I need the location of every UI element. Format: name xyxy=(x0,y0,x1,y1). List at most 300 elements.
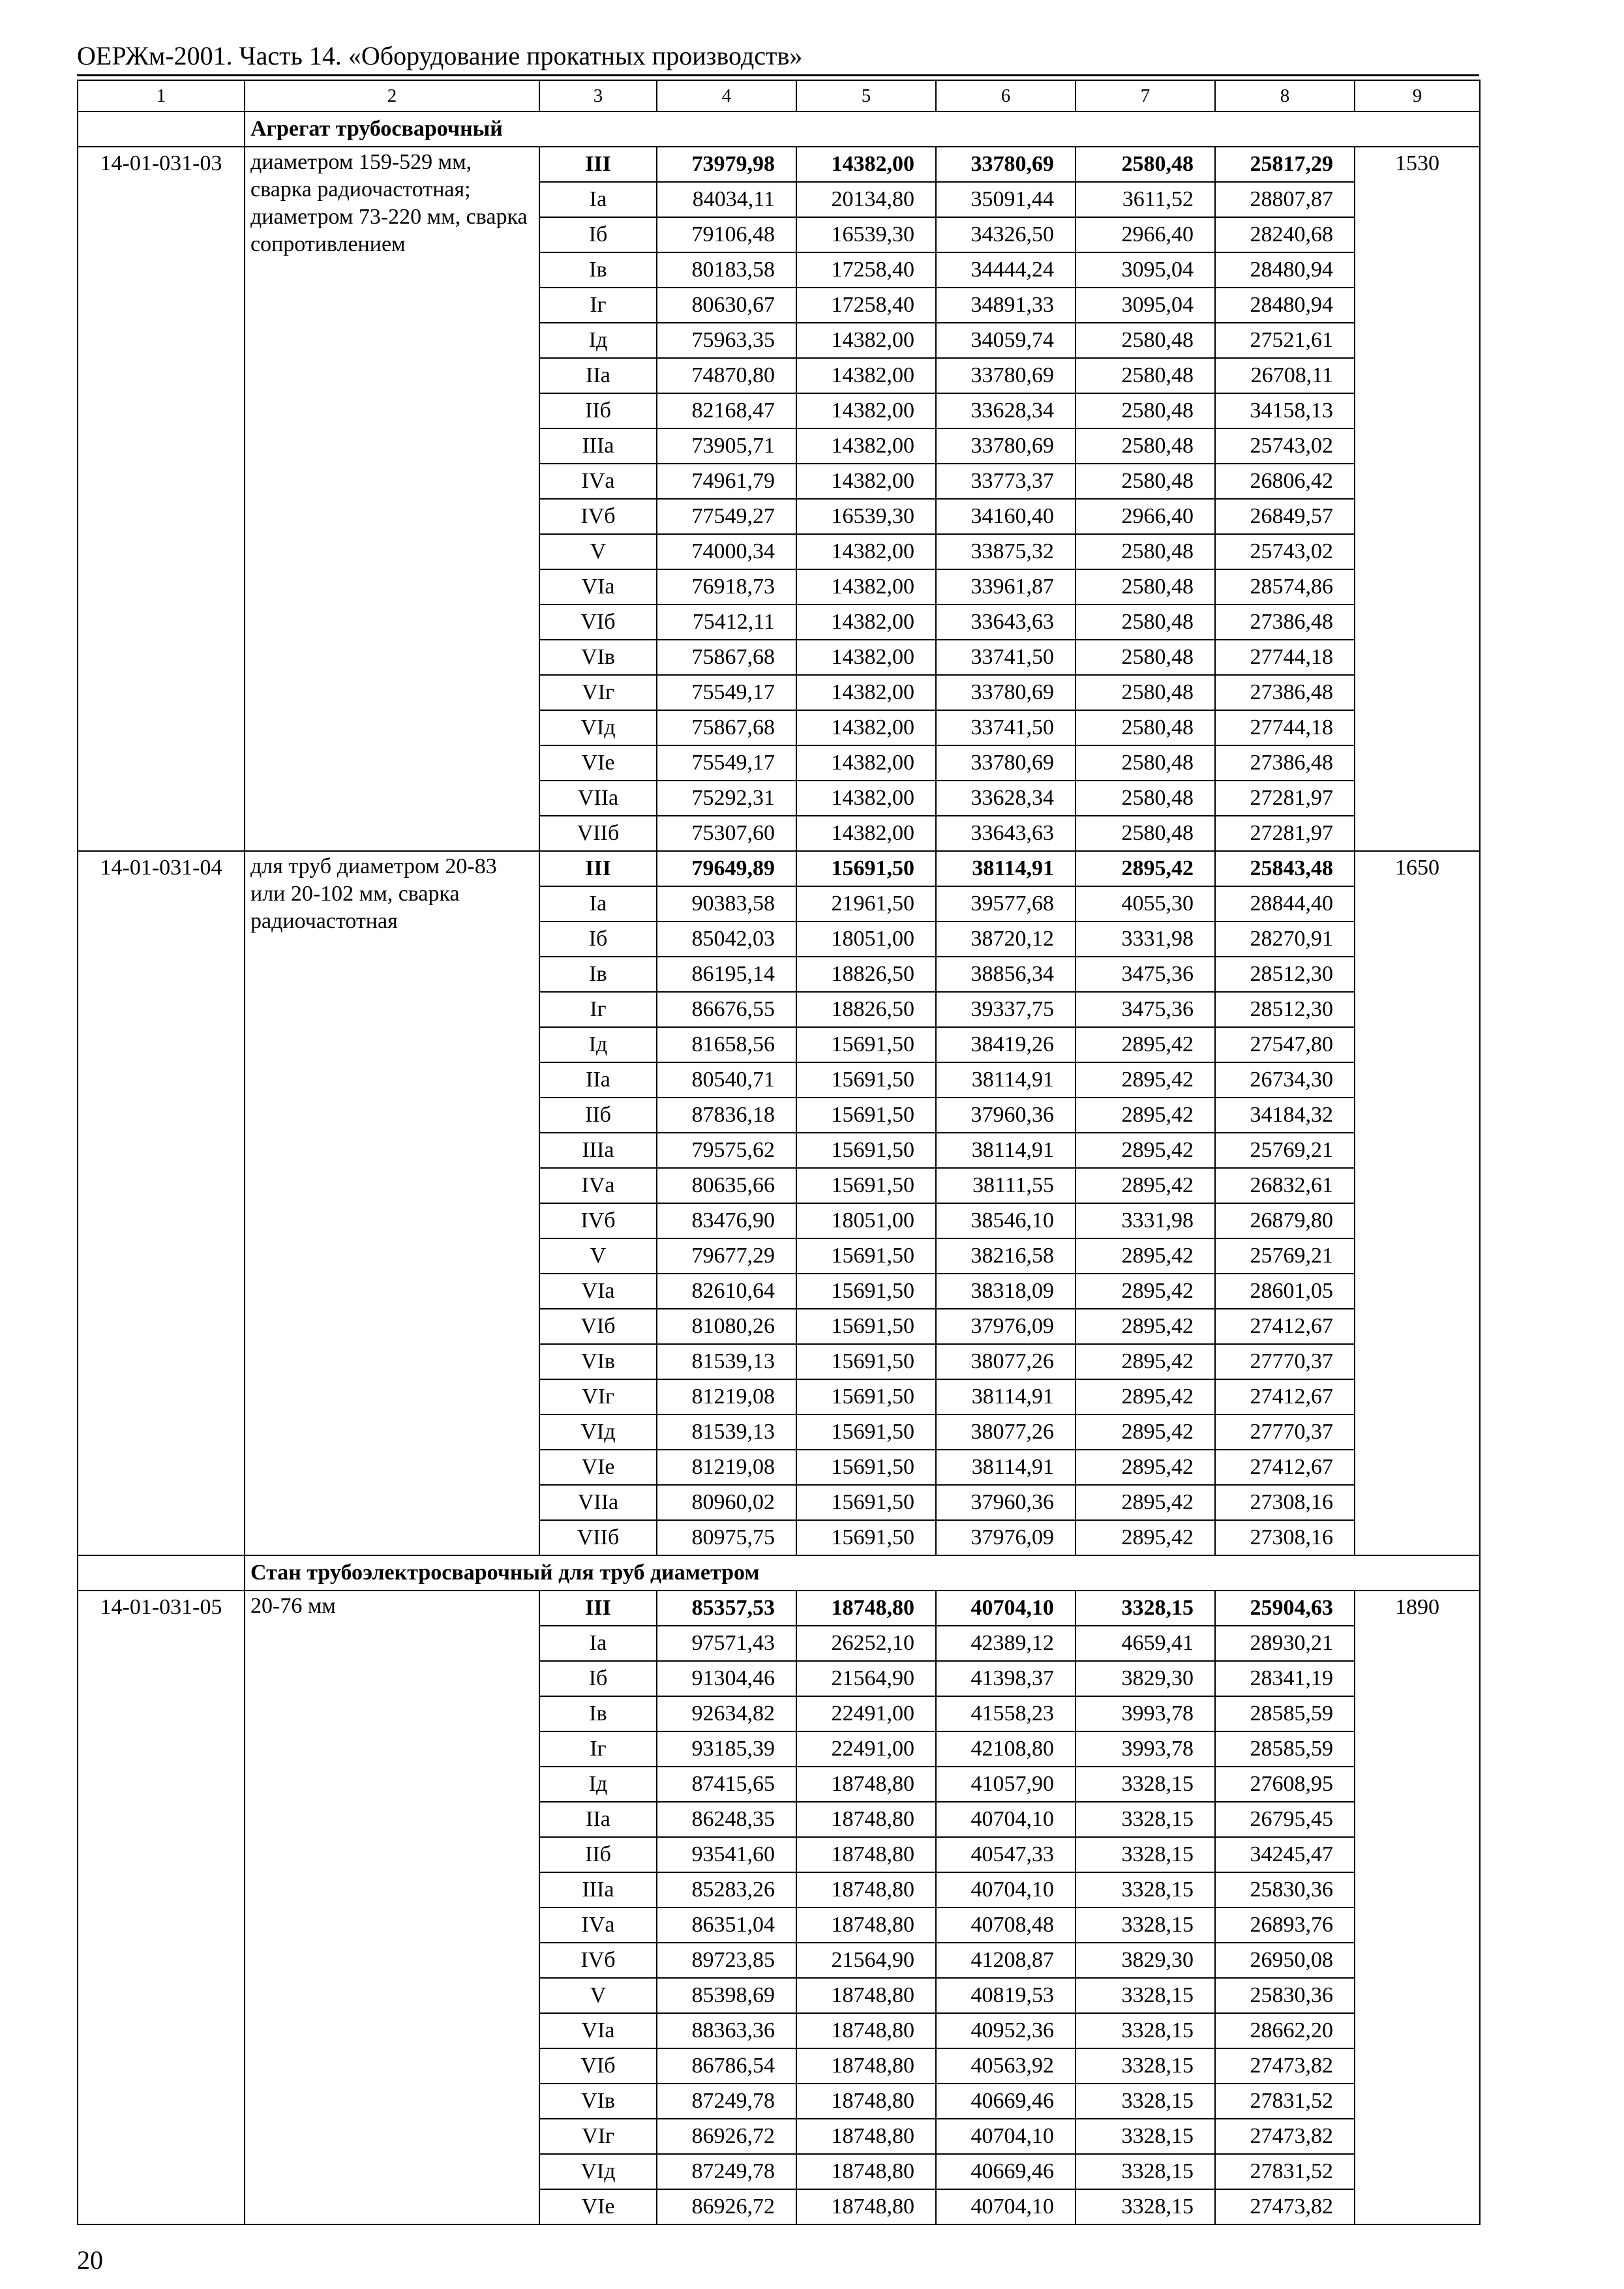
price-cell: 2895,42 xyxy=(1075,1098,1215,1133)
price-cell: 38856,34 xyxy=(936,957,1075,992)
price-cell: 2895,42 xyxy=(1075,1133,1215,1168)
price-cell: 15691,50 xyxy=(796,1450,936,1485)
price-cell: 14382,00 xyxy=(796,534,936,569)
price-cell: 2895,42 xyxy=(1075,1027,1215,1062)
price-cell: 37976,09 xyxy=(936,1309,1075,1344)
price-cell: 3095,04 xyxy=(1075,288,1215,323)
region-class: Iа xyxy=(539,182,657,217)
price-cell: 38216,58 xyxy=(936,1238,1075,1274)
region-class: VIд xyxy=(539,2154,657,2189)
price-cell: 22491,00 xyxy=(796,1696,936,1731)
region-class: IVб xyxy=(539,1943,657,1978)
price-cell: 41057,90 xyxy=(936,1767,1075,1802)
price-cell: 88363,36 xyxy=(657,2013,796,2048)
price-cell: 3993,78 xyxy=(1075,1731,1215,1767)
region-class: VIIа xyxy=(539,781,657,816)
price-cell: 3328,15 xyxy=(1075,1591,1215,1626)
price-cell: 35091,44 xyxy=(936,182,1075,217)
item-code: 14-01-031-03 xyxy=(78,147,245,851)
region-class: VIе xyxy=(539,745,657,781)
price-cell: 80975,75 xyxy=(657,1520,796,1555)
price-cell: 27308,16 xyxy=(1215,1485,1355,1520)
price-cell: 74961,79 xyxy=(657,464,796,499)
price-cell: 33741,50 xyxy=(936,640,1075,675)
price-cell: 42108,80 xyxy=(936,1731,1075,1767)
price-cell: 38318,09 xyxy=(936,1274,1075,1309)
price-cell: 84034,11 xyxy=(657,182,796,217)
price-cell: 28585,59 xyxy=(1215,1696,1355,1731)
price-cell: 38114,91 xyxy=(936,1133,1075,1168)
price-cell: 25830,36 xyxy=(1215,1872,1355,1908)
region-class: V xyxy=(539,1978,657,2013)
price-cell: 33741,50 xyxy=(936,710,1075,745)
price-cell: 18748,80 xyxy=(796,2189,936,2224)
price-cell: 38077,26 xyxy=(936,1344,1075,1379)
price-cell: 39337,75 xyxy=(936,992,1075,1027)
price-cell: 91304,46 xyxy=(657,1661,796,1696)
region-class: Iв xyxy=(539,252,657,288)
region-class: IIа xyxy=(539,1062,657,1098)
price-cell: 33875,32 xyxy=(936,534,1075,569)
price-cell: 34444,24 xyxy=(936,252,1075,288)
price-cell: 80630,67 xyxy=(657,288,796,323)
price-cell: 33780,69 xyxy=(936,675,1075,710)
section-row xyxy=(78,112,1480,147)
price-cell: 18748,80 xyxy=(796,2084,936,2119)
price-cell: 27744,18 xyxy=(1215,640,1355,675)
price-cell: 39577,68 xyxy=(936,886,1075,921)
price-cell: 3993,78 xyxy=(1075,1696,1215,1731)
price-cell: 86926,72 xyxy=(657,2189,796,2224)
price-cell: 14382,00 xyxy=(796,323,936,358)
price-cell: 18748,80 xyxy=(796,1872,936,1908)
region-class: VIа xyxy=(539,569,657,605)
price-cell: 2580,48 xyxy=(1075,781,1215,816)
price-cell: 33643,63 xyxy=(936,816,1075,851)
price-cell: 16539,30 xyxy=(796,499,936,534)
price-cell: 14382,00 xyxy=(796,569,936,605)
price-cell: 3328,15 xyxy=(1075,2084,1215,2119)
price-cell: 3328,15 xyxy=(1075,2189,1215,2224)
price-cell: 3328,15 xyxy=(1075,2013,1215,2048)
price-cell: 38114,91 xyxy=(936,1379,1075,1414)
price-cell: 27386,48 xyxy=(1215,605,1355,640)
price-cell: 14382,00 xyxy=(796,393,936,428)
price-cell: 37960,36 xyxy=(936,1485,1075,1520)
price-cell: 15691,50 xyxy=(796,1027,936,1062)
region-class: Iб xyxy=(539,1661,657,1696)
region-class: IIа xyxy=(539,1802,657,1837)
price-cell: 14382,00 xyxy=(796,745,936,781)
region-class: IVа xyxy=(539,1168,657,1203)
price-cell: 15691,50 xyxy=(796,1238,936,1274)
region-class: VIг xyxy=(539,2119,657,2154)
price-cell: 3829,30 xyxy=(1075,1943,1215,1978)
column-header: 8 xyxy=(1215,80,1355,112)
price-cell: 79106,48 xyxy=(657,217,796,252)
region-class: VIIа xyxy=(539,1485,657,1520)
price-cell: 2895,42 xyxy=(1075,1485,1215,1520)
region-class: Iв xyxy=(539,957,657,992)
price-cell: 27547,80 xyxy=(1215,1027,1355,1062)
price-cell: 27831,52 xyxy=(1215,2154,1355,2189)
page-number: 20 xyxy=(77,2245,103,2275)
price-cell: 25830,36 xyxy=(1215,1978,1355,2013)
region-class: Iг xyxy=(539,1731,657,1767)
column-header: 1 xyxy=(78,80,245,112)
price-cell: 2895,42 xyxy=(1075,851,1215,886)
price-cell: 86248,35 xyxy=(657,1802,796,1837)
price-cell: 18826,50 xyxy=(796,957,936,992)
price-cell: 75307,60 xyxy=(657,816,796,851)
price-cell: 3611,52 xyxy=(1075,182,1215,217)
column-header: 5 xyxy=(796,80,936,112)
price-cell: 22491,00 xyxy=(796,1731,936,1767)
region-class: Iб xyxy=(539,217,657,252)
price-cell: 93541,60 xyxy=(657,1837,796,1872)
price-cell: 86351,04 xyxy=(657,1908,796,1943)
price-cell: 18748,80 xyxy=(796,1908,936,1943)
price-cell: 33780,69 xyxy=(936,358,1075,393)
price-cell: 2580,48 xyxy=(1075,428,1215,464)
price-cell: 80960,02 xyxy=(657,1485,796,1520)
price-cell: 25743,02 xyxy=(1215,428,1355,464)
item-mass: 1890 xyxy=(1355,1591,1480,2224)
region-class: VIе xyxy=(539,2189,657,2224)
price-cell: 75412,11 xyxy=(657,605,796,640)
region-class: III xyxy=(539,147,657,182)
price-cell: 14382,00 xyxy=(796,358,936,393)
price-cell: 40547,33 xyxy=(936,1837,1075,1872)
price-cell: 85357,53 xyxy=(657,1591,796,1626)
price-cell: 28512,30 xyxy=(1215,957,1355,992)
price-cell: 81219,08 xyxy=(657,1450,796,1485)
price-cell: 3328,15 xyxy=(1075,1802,1215,1837)
price-cell: 2895,42 xyxy=(1075,1062,1215,1098)
price-cell: 89723,85 xyxy=(657,1943,796,1978)
price-cell: 80540,71 xyxy=(657,1062,796,1098)
price-cell: 85042,03 xyxy=(657,921,796,957)
region-class: Iг xyxy=(539,992,657,1027)
price-cell: 27473,82 xyxy=(1215,2189,1355,2224)
price-cell: 86676,55 xyxy=(657,992,796,1027)
region-class: V xyxy=(539,534,657,569)
price-cell: 3328,15 xyxy=(1075,1978,1215,2013)
price-cell: 28240,68 xyxy=(1215,217,1355,252)
price-cell: 26893,76 xyxy=(1215,1908,1355,1943)
price-cell: 82168,47 xyxy=(657,393,796,428)
price-cell: 27412,67 xyxy=(1215,1379,1355,1414)
price-cell: 18748,80 xyxy=(796,1767,936,1802)
price-cell: 3328,15 xyxy=(1075,1767,1215,1802)
price-cell: 14382,00 xyxy=(796,605,936,640)
price-cell: 15691,50 xyxy=(796,1309,936,1344)
region-class: VIг xyxy=(539,675,657,710)
price-cell: 27281,97 xyxy=(1215,816,1355,851)
region-class: IIб xyxy=(539,1098,657,1133)
price-cell: 14382,00 xyxy=(796,710,936,745)
region-class: Iв xyxy=(539,1696,657,1731)
price-cell: 92634,82 xyxy=(657,1696,796,1731)
price-cell: 15691,50 xyxy=(796,1133,936,1168)
item-code: 14-01-031-04 xyxy=(78,851,245,1555)
price-cell: 2580,48 xyxy=(1075,534,1215,569)
table-row xyxy=(78,851,1480,886)
price-cell: 15691,50 xyxy=(796,1344,936,1379)
price-cell: 28512,30 xyxy=(1215,992,1355,1027)
price-cell: 42389,12 xyxy=(936,1626,1075,1661)
price-cell: 28844,40 xyxy=(1215,886,1355,921)
region-class: VIд xyxy=(539,1414,657,1450)
price-cell: 28807,87 xyxy=(1215,182,1355,217)
price-cell: 14382,00 xyxy=(796,464,936,499)
price-cell: 18748,80 xyxy=(796,2154,936,2189)
region-class: VIг xyxy=(539,1379,657,1414)
price-cell: 34158,13 xyxy=(1215,393,1355,428)
price-cell: 85398,69 xyxy=(657,1978,796,2013)
price-cell: 75549,17 xyxy=(657,745,796,781)
price-cell: 81080,26 xyxy=(657,1309,796,1344)
price-cell: 2895,42 xyxy=(1075,1309,1215,1344)
page-header: ОЕРЖм-2001. Часть 14. «Оборудование прокатных производств» xyxy=(77,41,803,70)
item-code: 14-01-031-05 xyxy=(78,1591,245,2224)
price-cell: 80183,58 xyxy=(657,252,796,288)
price-cell: 21564,90 xyxy=(796,1943,936,1978)
price-cell: 25743,02 xyxy=(1215,534,1355,569)
price-cell: 2580,48 xyxy=(1075,675,1215,710)
price-cell: 18051,00 xyxy=(796,921,936,957)
price-cell: 18748,80 xyxy=(796,1591,936,1626)
price-cell: 18748,80 xyxy=(796,2119,936,2154)
region-class: Iд xyxy=(539,1767,657,1802)
price-cell: 18051,00 xyxy=(796,1203,936,1238)
price-cell: 28662,20 xyxy=(1215,2013,1355,2048)
price-cell: 27521,61 xyxy=(1215,323,1355,358)
price-cell: 77549,27 xyxy=(657,499,796,534)
price-cell: 18748,80 xyxy=(796,1978,936,2013)
region-class: IVа xyxy=(539,464,657,499)
price-cell: 14382,00 xyxy=(796,147,936,182)
price-cell: 3328,15 xyxy=(1075,1872,1215,1908)
item-mass: 1530 xyxy=(1355,147,1480,851)
region-class: VIв xyxy=(539,1344,657,1379)
price-cell: 15691,50 xyxy=(796,1098,936,1133)
item-description: диаметром 159-529 мм, сварка радиочастотная; диаметром 73-220 мм, сварка сопротивлением xyxy=(245,147,539,851)
price-cell: 18748,80 xyxy=(796,1837,936,1872)
price-cell: 26950,08 xyxy=(1215,1943,1355,1978)
price-cell: 40704,10 xyxy=(936,2189,1075,2224)
price-cell: 25817,29 xyxy=(1215,147,1355,182)
price-cell: 2580,48 xyxy=(1075,605,1215,640)
price-cell: 74000,34 xyxy=(657,534,796,569)
price-cell: 87249,78 xyxy=(657,2084,796,2119)
price-cell: 28585,59 xyxy=(1215,1731,1355,1767)
region-class: VIIб xyxy=(539,816,657,851)
region-class: VIб xyxy=(539,1309,657,1344)
price-cell: 28601,05 xyxy=(1215,1274,1355,1309)
price-cell: 26734,30 xyxy=(1215,1062,1355,1098)
price-cell: 15691,50 xyxy=(796,1062,936,1098)
price-cell: 26849,57 xyxy=(1215,499,1355,534)
price-cell: 2895,42 xyxy=(1075,1238,1215,1274)
price-cell: 40563,92 xyxy=(936,2048,1075,2084)
price-cell: 18748,80 xyxy=(796,2013,936,2048)
region-class: VIIб xyxy=(539,1520,657,1555)
price-cell: 82610,64 xyxy=(657,1274,796,1309)
price-cell: 34160,40 xyxy=(936,499,1075,534)
price-cell: 27386,48 xyxy=(1215,745,1355,781)
price-cell: 41208,87 xyxy=(936,1943,1075,1978)
region-class: IIа xyxy=(539,358,657,393)
price-cell: 76918,73 xyxy=(657,569,796,605)
price-cell: 87836,18 xyxy=(657,1098,796,1133)
section-title: Стан трубоэлектросварочный для труб диаметром xyxy=(245,1555,1480,1591)
price-cell: 40819,53 xyxy=(936,1978,1075,2013)
column-header: 6 xyxy=(936,80,1075,112)
price-cell: 15691,50 xyxy=(796,1168,936,1203)
price-cell: 33628,34 xyxy=(936,781,1075,816)
price-cell: 14382,00 xyxy=(796,781,936,816)
price-cell: 40704,10 xyxy=(936,1591,1075,1626)
price-cell: 27744,18 xyxy=(1215,710,1355,745)
price-cell: 3095,04 xyxy=(1075,252,1215,288)
price-cell: 97571,43 xyxy=(657,1626,796,1661)
price-cell: 27473,82 xyxy=(1215,2048,1355,2084)
region-class: IVб xyxy=(539,499,657,534)
price-cell: 93185,39 xyxy=(657,1731,796,1767)
price-cell: 75549,17 xyxy=(657,675,796,710)
price-cell: 3328,15 xyxy=(1075,1837,1215,1872)
price-cell: 87249,78 xyxy=(657,2154,796,2189)
price-cell: 79575,62 xyxy=(657,1133,796,1168)
price-cell: 17258,40 xyxy=(796,288,936,323)
item-description: для труб диаметром 20-83 или 20-102 мм, сварка радиочастотная xyxy=(245,851,539,1555)
price-cell: 40704,10 xyxy=(936,1872,1075,1908)
price-cell: 73905,71 xyxy=(657,428,796,464)
price-cell: 2895,42 xyxy=(1075,1414,1215,1450)
price-cell: 16539,30 xyxy=(796,217,936,252)
price-cell: 3331,98 xyxy=(1075,1203,1215,1238)
price-cell: 4659,41 xyxy=(1075,1626,1215,1661)
price-cell: 26879,80 xyxy=(1215,1203,1355,1238)
price-cell: 34184,32 xyxy=(1215,1098,1355,1133)
table-body xyxy=(78,80,1480,2224)
region-class: IIб xyxy=(539,1837,657,1872)
region-class: Iб xyxy=(539,921,657,957)
price-cell: 15691,50 xyxy=(796,851,936,886)
region-class: VIе xyxy=(539,1450,657,1485)
price-cell: 83476,90 xyxy=(657,1203,796,1238)
price-cell: 2966,40 xyxy=(1075,217,1215,252)
price-cell: 25769,21 xyxy=(1215,1238,1355,1274)
price-cell: 81539,13 xyxy=(657,1414,796,1450)
price-cell: 2895,42 xyxy=(1075,1168,1215,1203)
price-cell: 28574,86 xyxy=(1215,569,1355,605)
price-cell: 14382,00 xyxy=(796,640,936,675)
price-cell: 26252,10 xyxy=(796,1626,936,1661)
price-cell: 85283,26 xyxy=(657,1872,796,1908)
column-header: 4 xyxy=(657,80,796,112)
price-cell: 3328,15 xyxy=(1075,2119,1215,2154)
section-spacer xyxy=(78,1555,245,1591)
price-cell: 75867,68 xyxy=(657,710,796,745)
price-cell: 18826,50 xyxy=(796,992,936,1027)
price-cell: 3328,15 xyxy=(1075,2048,1215,2084)
table-row xyxy=(78,1591,1480,1626)
price-cell: 38114,91 xyxy=(936,1450,1075,1485)
region-class: Iа xyxy=(539,1626,657,1661)
price-cell: 2895,42 xyxy=(1075,1450,1215,1485)
price-cell: 3475,36 xyxy=(1075,992,1215,1027)
price-cell: 26806,42 xyxy=(1215,464,1355,499)
price-cell: 27473,82 xyxy=(1215,2119,1355,2154)
price-cell: 18748,80 xyxy=(796,1802,936,1837)
price-cell: 20134,80 xyxy=(796,182,936,217)
price-cell: 14382,00 xyxy=(796,675,936,710)
price-cell: 38720,12 xyxy=(936,921,1075,957)
table-row xyxy=(78,147,1480,182)
price-cell: 33961,87 xyxy=(936,569,1075,605)
region-class: VIд xyxy=(539,710,657,745)
price-cell: 74870,80 xyxy=(657,358,796,393)
price-cell: 81219,08 xyxy=(657,1379,796,1414)
price-cell: 25843,48 xyxy=(1215,851,1355,886)
price-cell: 34891,33 xyxy=(936,288,1075,323)
price-cell: 33780,69 xyxy=(936,745,1075,781)
price-cell: 33773,37 xyxy=(936,464,1075,499)
price-cell: 73979,98 xyxy=(657,147,796,182)
price-cell: 27770,37 xyxy=(1215,1344,1355,1379)
price-cell: 33780,69 xyxy=(936,147,1075,182)
price-cell: 15691,50 xyxy=(796,1485,936,1520)
price-cell: 33628,34 xyxy=(936,393,1075,428)
price-cell: 2580,48 xyxy=(1075,640,1215,675)
price-cell: 40952,36 xyxy=(936,2013,1075,2048)
price-cell: 28480,94 xyxy=(1215,252,1355,288)
price-cell: 3328,15 xyxy=(1075,1908,1215,1943)
price-cell: 80635,66 xyxy=(657,1168,796,1203)
price-cell: 2966,40 xyxy=(1075,499,1215,534)
price-cell: 26832,61 xyxy=(1215,1168,1355,1203)
region-class: Iг xyxy=(539,288,657,323)
section-row xyxy=(78,1555,1480,1591)
price-cell: 38114,91 xyxy=(936,851,1075,886)
price-cell: 28270,91 xyxy=(1215,921,1355,957)
price-cell: 26708,11 xyxy=(1215,358,1355,393)
price-cell: 86195,14 xyxy=(657,957,796,992)
price-cell: 4055,30 xyxy=(1075,886,1215,921)
price-cell: 27412,67 xyxy=(1215,1450,1355,1485)
price-cell: 81658,56 xyxy=(657,1027,796,1062)
price-cell: 75963,35 xyxy=(657,323,796,358)
column-header-row xyxy=(78,80,1480,112)
header-rule xyxy=(77,74,1479,76)
price-cell: 38546,10 xyxy=(936,1203,1075,1238)
price-cell: 75867,68 xyxy=(657,640,796,675)
region-class: VIв xyxy=(539,640,657,675)
region-class: V xyxy=(539,1238,657,1274)
price-cell: 3475,36 xyxy=(1075,957,1215,992)
price-cell: 14382,00 xyxy=(796,816,936,851)
price-cell: 34245,47 xyxy=(1215,1837,1355,1872)
price-cell: 2580,48 xyxy=(1075,745,1215,781)
price-cell: 2580,48 xyxy=(1075,569,1215,605)
price-cell: 18748,80 xyxy=(796,2048,936,2084)
price-cell: 38111,55 xyxy=(936,1168,1075,1203)
region-class: VIб xyxy=(539,605,657,640)
price-cell: 3328,15 xyxy=(1075,2154,1215,2189)
price-cell: 90383,58 xyxy=(657,886,796,921)
